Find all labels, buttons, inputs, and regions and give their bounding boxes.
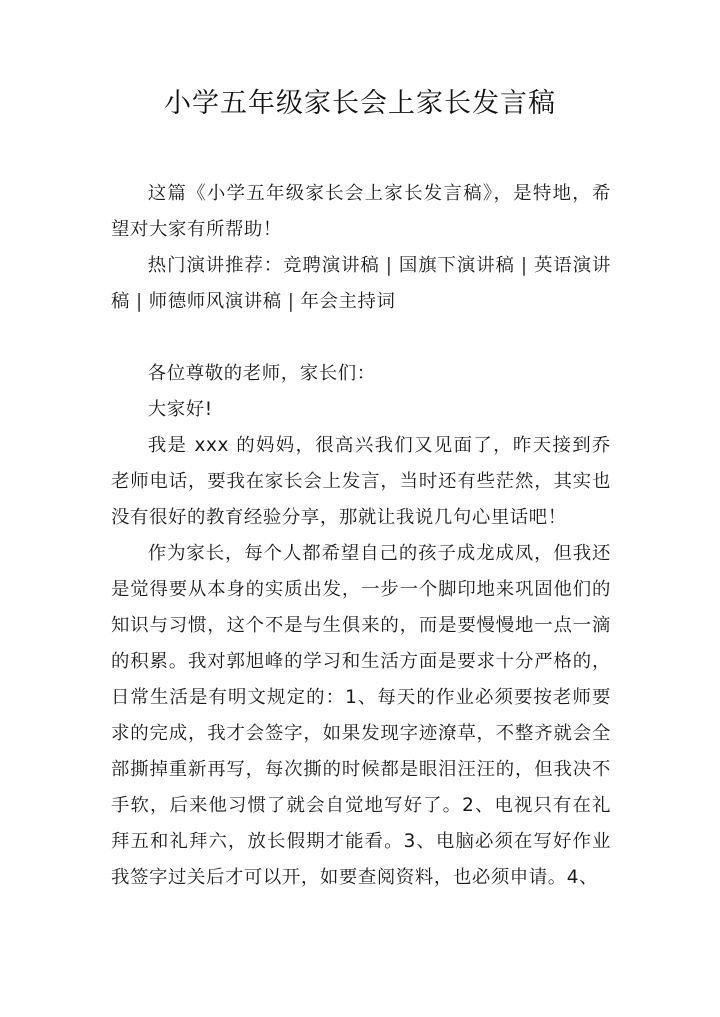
recommend-label: 热门演讲推荐： xyxy=(147,255,284,276)
body-paragraph-2: 作为家长，每个人都希望自己的孩子成龙成凤，但我还是觉得要从本身的实质出发，一步一个脚印地来巩固他们的知识与习惯，这个不是与生俱来的，而是要慢慢地一点一滴的积累。我对郭旭峰的学习和生活方面是要求十分严格的，日常生活是有明文规定的：1、每天的作业必须要按老师要求的完成，我才会签字，如果发现字迹潦草，不整齐就会全部撕掉重新再写，每次撕的时候都是眼泪汪汪的，但我决不手软，后来他习惯了就会自觉地写好了。2、电视只有在礼拜五和礼拜六，放长假期才能看。3、电脑必须在写好作业我签字过关后才可以开，如要查阅资料，也必须申请。4、 xyxy=(111,543,611,888)
separator: | xyxy=(287,291,295,312)
recommend-link-teacher-ethics-speech[interactable]: 师德师风演讲稿 xyxy=(148,291,282,312)
spacer xyxy=(111,320,611,356)
salutation: 各位尊敬的老师，家长们： xyxy=(147,363,376,384)
recommend-paragraph xyxy=(111,248,611,320)
separator: | xyxy=(385,255,393,276)
recommend-link-annual-meeting-host[interactable]: 年会主持词 xyxy=(300,291,396,312)
separator: | xyxy=(136,291,143,312)
greeting: 大家好! xyxy=(147,399,213,420)
document-title: 小学五年级家长会上家长发言稿 xyxy=(164,88,556,119)
separator: | xyxy=(520,255,528,276)
body-paragraph-1: 我是 xxx 的妈妈，很高兴我们又见面了，昨天接到乔老师电话，要我在家长会上发言，当时还有些茫然，其实也没有很好的教育经验分享，那就让我说几句心里话吧！ xyxy=(111,435,611,528)
document-body xyxy=(111,176,611,896)
recommend-link-flag-speech[interactable]: 国旗下演讲稿 xyxy=(398,255,515,276)
intro-paragraph: 这篇《小学五年级家长会上家长发言稿》，是特地，希望对大家有所帮助！ xyxy=(111,183,611,240)
recommend-link-english-speech[interactable]: 英语演讲稿 xyxy=(111,255,611,312)
recommend-link-competition-speech[interactable]: 竞聘演讲稿 xyxy=(283,255,380,276)
